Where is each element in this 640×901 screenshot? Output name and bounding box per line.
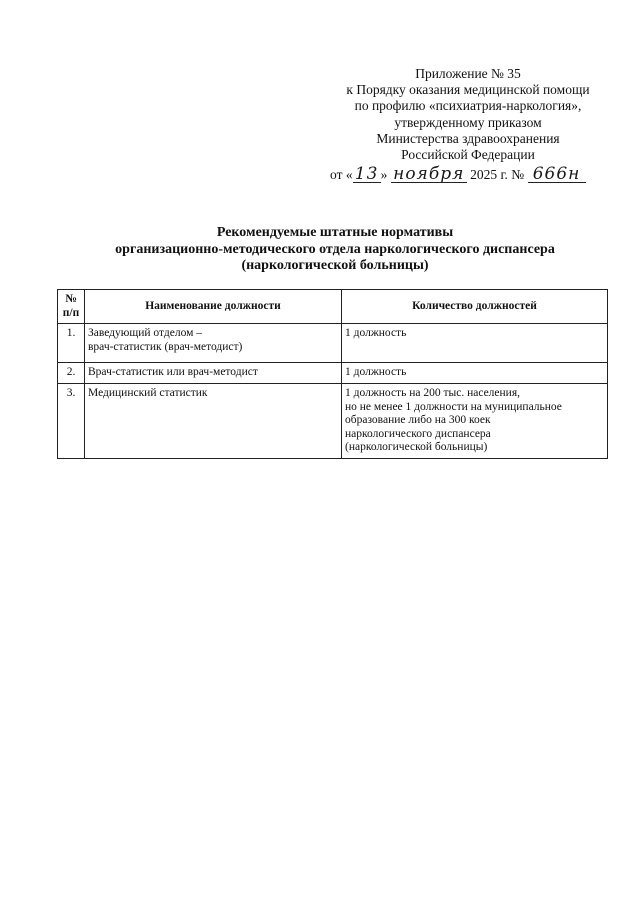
header-number: № п/п [58,290,85,324]
title-line: Рекомендуемые штатные нормативы [216,225,454,240]
table-row [58,384,608,459]
row-number: 3. [58,384,85,459]
appendix-line: Приложение № 35 [415,66,521,81]
order-date-line [330,166,620,183]
handwritten-day: 13 [353,166,381,183]
table-row [58,363,608,384]
title-line: организационно-методического отдела наркологического диспансера [115,241,555,257]
document-title [40,225,630,275]
quantity-line: 1 должность [345,327,407,339]
table-header-row [58,290,608,324]
quantity-line: 1 должность [345,366,407,378]
position-line: врач-статистик (врач-методист) [88,340,243,353]
appendix-line: Российской Федерации [401,147,535,163]
appendix-block [318,66,618,163]
staffing-table [57,289,608,459]
quantity-line: но не менее 1 должности на муниципальное [345,400,562,413]
title-line: (наркологической больницы) [241,258,429,273]
position-quantity [342,384,608,459]
quantity-line: 1 должность на 200 тыс. населения, [345,387,520,399]
quantity-line: (наркологической больницы) [345,441,488,453]
position-name [85,384,342,459]
handwritten-month: ноября [391,166,467,183]
quantity-line: наркологического диспансера [345,427,491,440]
row-number: 1. [58,324,85,363]
appendix-line: к Порядку оказания медицинской помощи [346,82,590,98]
position-line: Врач-статистик или врач-методист [88,366,258,378]
table-row [58,324,608,363]
position-line: Медицинский статистик [88,387,208,399]
position-quantity [342,324,608,363]
date-mid: » [380,167,388,182]
header-position: Наименование должности [85,290,342,324]
position-line: Заведующий отделом – [88,327,203,339]
appendix-line: Министерства здравоохранения [376,130,560,146]
position-quantity [342,363,608,384]
handwritten-order-number: 666н [528,166,586,183]
header-quantity: Количество должностей [342,290,608,324]
quantity-line: образование либо на 300 коек [345,414,491,426]
appendix-line: по профилю «психиатрия-наркология», [354,98,582,114]
date-prefix: от « [330,167,353,182]
row-number: 2. [58,363,85,384]
position-name [85,363,342,384]
date-year: 2025 г. № [470,167,525,182]
appendix-line: утвержденному приказом [394,114,542,130]
position-name [85,324,342,363]
